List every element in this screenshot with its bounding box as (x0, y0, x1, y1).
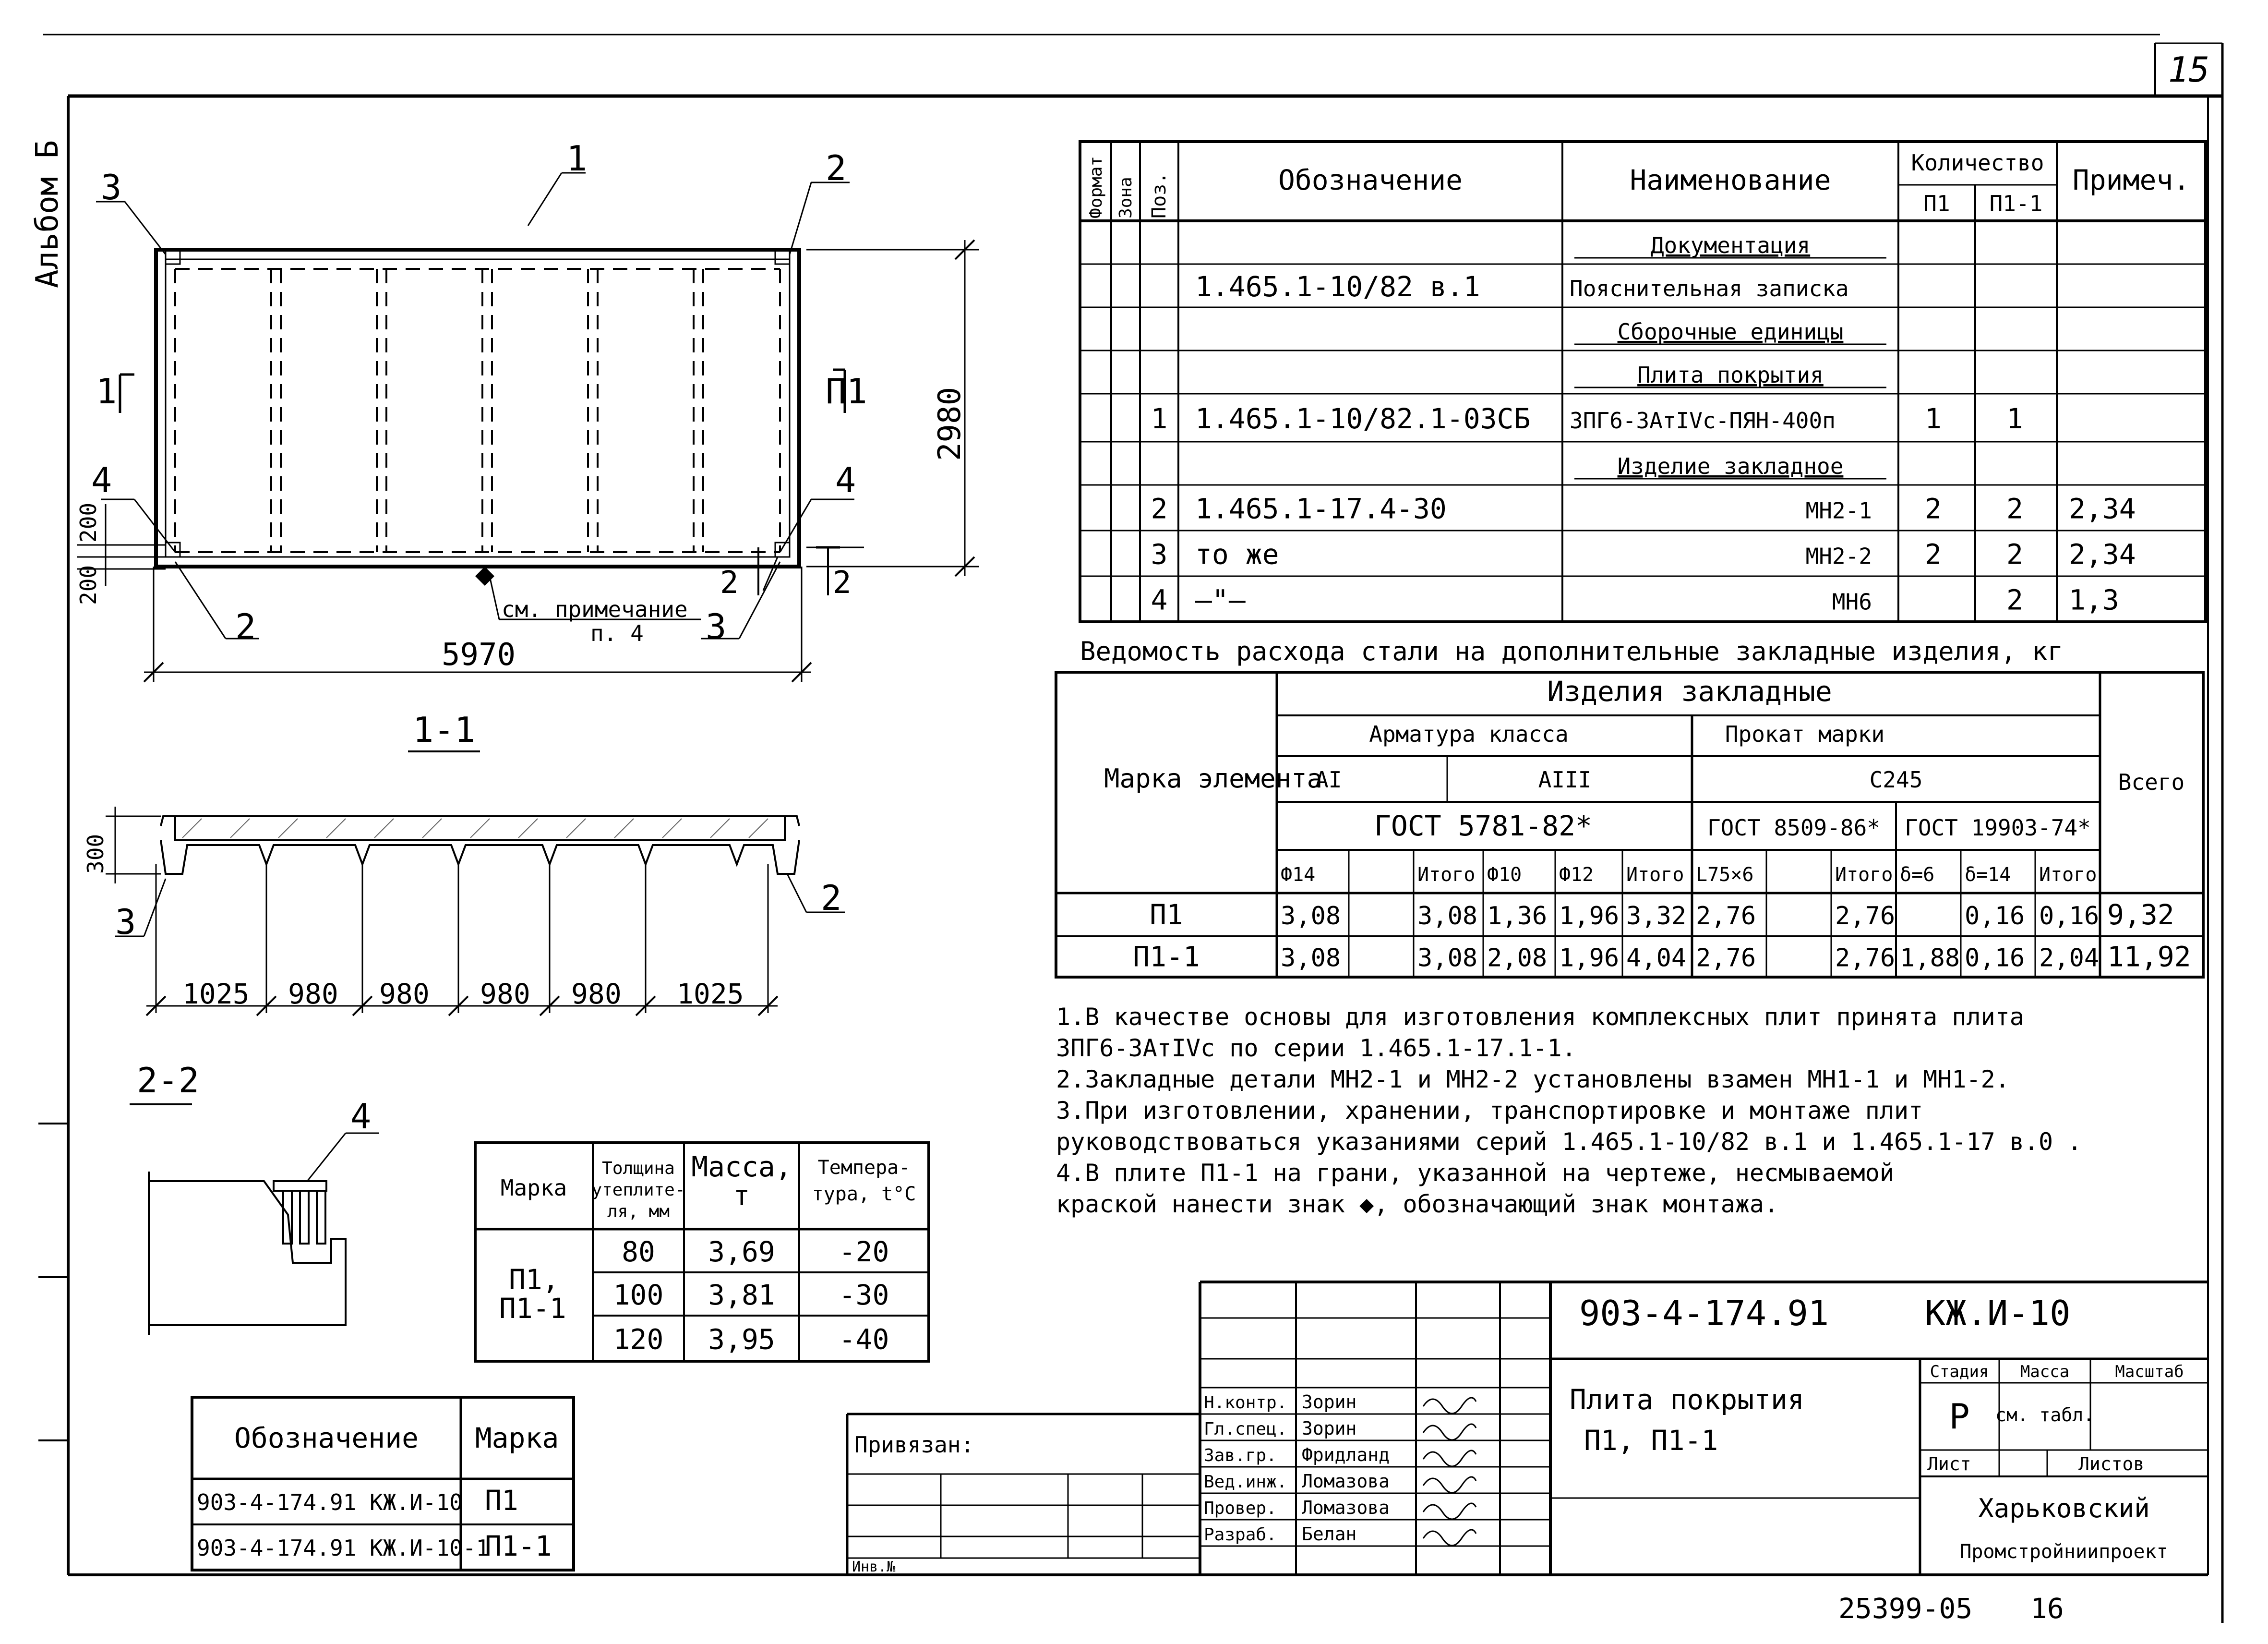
mass-thickness: 100 (613, 1279, 664, 1311)
section-callout: 2 (821, 878, 842, 918)
spec-pos: 2 (1151, 492, 1168, 525)
plan-callout: 2 (235, 606, 256, 647)
steel-cell: 2,76 (1835, 943, 1896, 973)
spec-header-zone: Зона (1116, 177, 1136, 218)
section-callout: 4 (350, 1096, 372, 1136)
sheet-label: Лист (1927, 1453, 1971, 1475)
spec-table-rows (1151, 232, 2136, 616)
mass-temperature: -40 (839, 1323, 889, 1356)
mass-thickness: 80 (622, 1235, 655, 1268)
scale-label: Масштаб (2115, 1362, 2184, 1381)
staff-role: Гл.спец. (1204, 1419, 1287, 1439)
designation-header: Обозначение (234, 1422, 419, 1454)
mass-header-thickness: утеплите- (591, 1180, 685, 1200)
steel-table-body (1133, 864, 2191, 973)
designation-cell: 903-4-174.91 КЖ.И-10-1 (197, 1535, 490, 1561)
staff-role: Зав.гр. (1204, 1446, 1277, 1465)
steel-cell: 0,16 (1965, 902, 2025, 931)
staff-role: Н.контр. (1204, 1393, 1287, 1413)
archive-page: 16 (2030, 1592, 2064, 1625)
spec-note: 2,34 (2069, 538, 2136, 571)
steel-cell: 3,08 (1417, 902, 1478, 931)
section-mark: 1 (96, 371, 117, 411)
drawing-title: Плита покрытия (1570, 1383, 1804, 1416)
steel-header-aiii: АIII (1538, 767, 1592, 793)
mass-header-thickness: ля, мм (607, 1202, 670, 1221)
steel-cell: 0,16 (1965, 943, 2025, 973)
mass-temperature: -30 (839, 1279, 889, 1311)
doc-code: 903-4-174.91 (1579, 1293, 1829, 1333)
steel-subheader: Итого (1626, 864, 1684, 886)
spec-header-pos: Поз. (1148, 172, 1170, 218)
steel-cell: 4,04 (1626, 943, 1687, 973)
spec-qty-p1-1: 2 (2006, 538, 2023, 571)
mass-header-mass: т (733, 1179, 750, 1212)
section-mark: 2 (833, 565, 852, 601)
mass-value: см. табл. (1995, 1404, 2094, 1426)
signature-icon (1423, 1503, 1476, 1519)
spec-header-quantity: Количество (1911, 150, 2044, 176)
spec-designation: то же (1195, 538, 1279, 571)
spec-qty-p1: 2 (1925, 538, 1942, 571)
spec-name: МН2-1 (1805, 497, 1872, 524)
doc-designation: КЖ.И-10 (1925, 1293, 2071, 1333)
album-label: Альбом Б (30, 140, 65, 288)
steel-mark: П1-1 (1133, 940, 1200, 973)
span-dim: 980 (288, 978, 338, 1010)
staff-name: Ломазова (1302, 1471, 1390, 1492)
dim-width: 2980 (932, 387, 968, 461)
steel-total: 11,92 (2107, 940, 2191, 973)
stage-label: Стадия (1930, 1362, 1989, 1381)
steel-subheader: Итого (2039, 864, 2097, 886)
dim-200: 200 (75, 565, 101, 605)
steel-header-gost2: ГОСТ 19903-74* (1905, 815, 2091, 841)
steel-cell: 1,88 (1900, 943, 1960, 973)
note-line: краской нанести знак ◆, обозначающий знак монтажа. (1056, 1190, 1779, 1218)
spec-designation: 1.465.1-10/82 в.1 (1195, 270, 1480, 303)
span-dim: 980 (571, 978, 622, 1010)
plan-callout: 4 (835, 460, 856, 500)
steel-table-title: Ведомость расхода стали на дополнительные закладные изделия, кг (1080, 636, 2064, 666)
signature-icon (1423, 1530, 1476, 1546)
spec-name: МН2-2 (1805, 543, 1872, 569)
spec-qty-p1-1: 2 (2006, 583, 2023, 616)
steel-header-mark: Марка элемента (1104, 763, 1323, 794)
plan-callout: 1 (566, 138, 588, 179)
spec-name: Изделие закладное (1617, 453, 1844, 479)
steel-subheader: δ=6 (1900, 864, 1935, 886)
spec-qty-p1-1: 2 (2006, 492, 2023, 525)
steel-cell: 3,08 (1281, 943, 1341, 973)
steel-header-ai: АI (1315, 767, 1342, 793)
steel-subheader: Ф10 (1487, 864, 1522, 886)
spec-pos: 4 (1151, 583, 1168, 616)
steel-header-gost1: ГОСТ 8509-86* (1707, 815, 1881, 841)
spec-qty-p1-1: 1 (2006, 402, 2023, 435)
mass-value: 3,81 (708, 1279, 775, 1311)
mass-table-body (613, 1235, 889, 1356)
plan-callout: 3 (706, 606, 727, 647)
staff-name: Зорин (1302, 1418, 1357, 1439)
steel-cell: 2,76 (1696, 902, 1756, 931)
mass-value: 3,69 (708, 1235, 775, 1268)
organization-name: Промстройниипроект (1960, 1541, 2168, 1563)
span-dim: 1025 (677, 978, 744, 1010)
plan-callout: 3 (101, 167, 122, 207)
steel-header-group: Изделия закладные (1547, 675, 1832, 708)
notes-block (1056, 1003, 2082, 1218)
span-dim: 1025 (182, 978, 250, 1010)
staff-name: Фридланд (1302, 1444, 1390, 1465)
staff-name: Белан (1302, 1523, 1357, 1545)
mass-temperature: -20 (839, 1235, 889, 1268)
section-title: 1-1 (413, 710, 476, 750)
spec-name: 3ПГ6-3АтIVс-ПЯН-400п (1570, 408, 1836, 434)
steel-cell: 2,76 (1835, 902, 1896, 931)
note-line: 2.Закладные детали МН2-1 и МН2-2 установлены взамен МН1-1 и МН1-2. (1056, 1065, 2010, 1093)
staff-role: Провер. (1204, 1499, 1277, 1518)
spec-pos: 3 (1151, 538, 1168, 571)
spec-header-q2: П1-1 (1989, 191, 2043, 217)
steel-subheader: Ф12 (1559, 864, 1594, 886)
note-line: 3.При изготовлении, хранении, транспортировке и монтаже плит (1056, 1097, 1923, 1124)
signature-icon (1423, 1424, 1476, 1440)
steel-header-gost-rebar: ГОСТ 5781-82* (1374, 810, 1592, 842)
plan-callout: 2 (720, 565, 739, 601)
spec-header-note: Примеч. (2072, 164, 2190, 196)
spec-name: Пояснительная записка (1570, 276, 1849, 302)
spec-name: МН6 (1832, 589, 1872, 615)
dim-200: 200 (75, 502, 101, 543)
steel-header-total: Всего (2118, 769, 2185, 795)
steel-subheader: L75×6 (1696, 864, 1754, 886)
signature-icon (1423, 1451, 1476, 1466)
spec-qty-p1: 1 (1925, 402, 1942, 435)
steel-cell: 1,36 (1487, 902, 1548, 931)
mass-thickness: 120 (613, 1323, 664, 1356)
archive-number: 25399-05 (1838, 1592, 1973, 1625)
mass-mark: П1-1 (499, 1292, 566, 1325)
staff-name: Зорин (1302, 1391, 1357, 1413)
spec-note: 1,3 (2069, 583, 2119, 616)
section-1-1-hatch (182, 819, 768, 838)
spec-designation: 1.465.1-10/82.1-03СБ (1195, 402, 1531, 435)
attached-label: Привязан: (854, 1432, 974, 1458)
section-2-2 (130, 1104, 379, 1335)
steel-cell: 3,08 (1281, 902, 1341, 931)
mass-header-thickness: Толщина (602, 1159, 675, 1178)
steel-total: 9,32 (2107, 898, 2174, 931)
steel-mark: П1 (1150, 898, 1183, 931)
section-title: 2-2 (137, 1060, 200, 1100)
dim-length: 5970 (442, 637, 516, 673)
mass-value: 3,95 (708, 1323, 775, 1356)
steel-subheader: Итого (1835, 864, 1893, 886)
staff-name: Ломазова (1302, 1497, 1390, 1518)
steel-cell: 3,32 (1626, 902, 1687, 931)
steel-subheader: δ=14 (1965, 864, 2011, 886)
staff-role: Вед.инж. (1204, 1472, 1287, 1492)
section-callout: 3 (115, 902, 136, 942)
steel-cell: 1,96 (1559, 943, 1620, 973)
spec-header-name: Наименование (1630, 164, 1831, 196)
steel-subheader: Итого (1417, 864, 1476, 886)
steel-cell: 2,04 (2039, 943, 2100, 973)
sheet-frame (38, 35, 2222, 1623)
note-line: 1.В качестве основы для изготовления комплексных плит принята плита (1056, 1003, 2024, 1031)
spec-header-format: Формат (1086, 156, 1106, 218)
organization-name: Харьковский (1978, 1493, 2150, 1523)
sheet-number: 15 (2168, 49, 2210, 90)
spec-designation: —"— (1195, 583, 1246, 616)
mass-label: Масса (2020, 1362, 2070, 1381)
section-mark: П1 (826, 371, 867, 411)
note-line: 3ПГ6-3АтIVс по серии 1.465.1-17.1-1. (1056, 1034, 1576, 1062)
spec-name: Документация (1650, 232, 1811, 258)
sheets-label: Листов (2078, 1453, 2145, 1475)
designation-cell: П1-1 (485, 1530, 552, 1562)
spec-note: 2,34 (2069, 492, 2136, 525)
spec-pos: 1 (1151, 402, 1168, 435)
note-reference: см. примечание (502, 596, 688, 622)
steel-cell: 0,16 (2039, 902, 2100, 931)
steel-cell: 1,96 (1559, 902, 1620, 931)
steel-header-rebar: Арматура класса (1369, 721, 1569, 747)
section-height-dim: 300 (83, 834, 108, 874)
steel-cell: 2,08 (1487, 943, 1548, 973)
span-dim: 980 (480, 978, 530, 1010)
note-line: руководствоваться указаниями серий 1.465.1-10/82 в.1 и 1.465.1-17 в.0 . (1056, 1128, 2082, 1156)
span-dim: 980 (379, 978, 430, 1010)
steel-cell: 3,08 (1417, 943, 1478, 973)
steel-subheader: Ф14 (1281, 864, 1316, 886)
inventory-label: Инв.№ (852, 1559, 896, 1575)
steel-header-c245: С245 (1869, 767, 1923, 793)
note-line: 4.В плите П1-1 на грани, указанной на чертеже, несмываемой (1056, 1159, 1894, 1187)
mass-header-temp: Темпера- (817, 1157, 911, 1179)
spec-name: Сборочные единицы (1617, 319, 1844, 345)
spec-designation: 1.465.1-17.4-30 (1195, 492, 1447, 525)
designation-header-mark: Марка (475, 1422, 559, 1454)
designation-cell: 903-4-174.91 КЖ.И-10 (197, 1489, 463, 1515)
designation-cell: П1 (485, 1484, 518, 1517)
mass-header-temp: тура, t°C (812, 1183, 916, 1205)
plan-callout: 2 (826, 148, 847, 188)
spec-header-q1: П1 (1923, 191, 1950, 217)
mass-header-mark: Марка (500, 1175, 567, 1201)
plan-callout: 4 (91, 460, 112, 500)
steel-cell: 2,76 (1696, 943, 1756, 973)
section-1-1 (106, 751, 845, 1015)
drawing-title: П1, П1-1 (1584, 1424, 1718, 1457)
spec-name: Плита покрытия (1637, 362, 1824, 388)
signature-icon (1423, 1477, 1476, 1493)
steel-header-rolled: Прокат марки (1725, 721, 1885, 747)
staff-role: Разраб. (1204, 1525, 1277, 1545)
spec-header-designation: Обозначение (1278, 164, 1463, 196)
mass-header-mass: Масса, (691, 1150, 792, 1183)
mass-mark: П1, (509, 1263, 559, 1296)
spec-qty-p1: 2 (1925, 492, 1942, 525)
signature-icon (1423, 1398, 1476, 1414)
note-reference: п. 4 (590, 620, 644, 646)
stage-value: Р (1949, 1396, 1970, 1437)
